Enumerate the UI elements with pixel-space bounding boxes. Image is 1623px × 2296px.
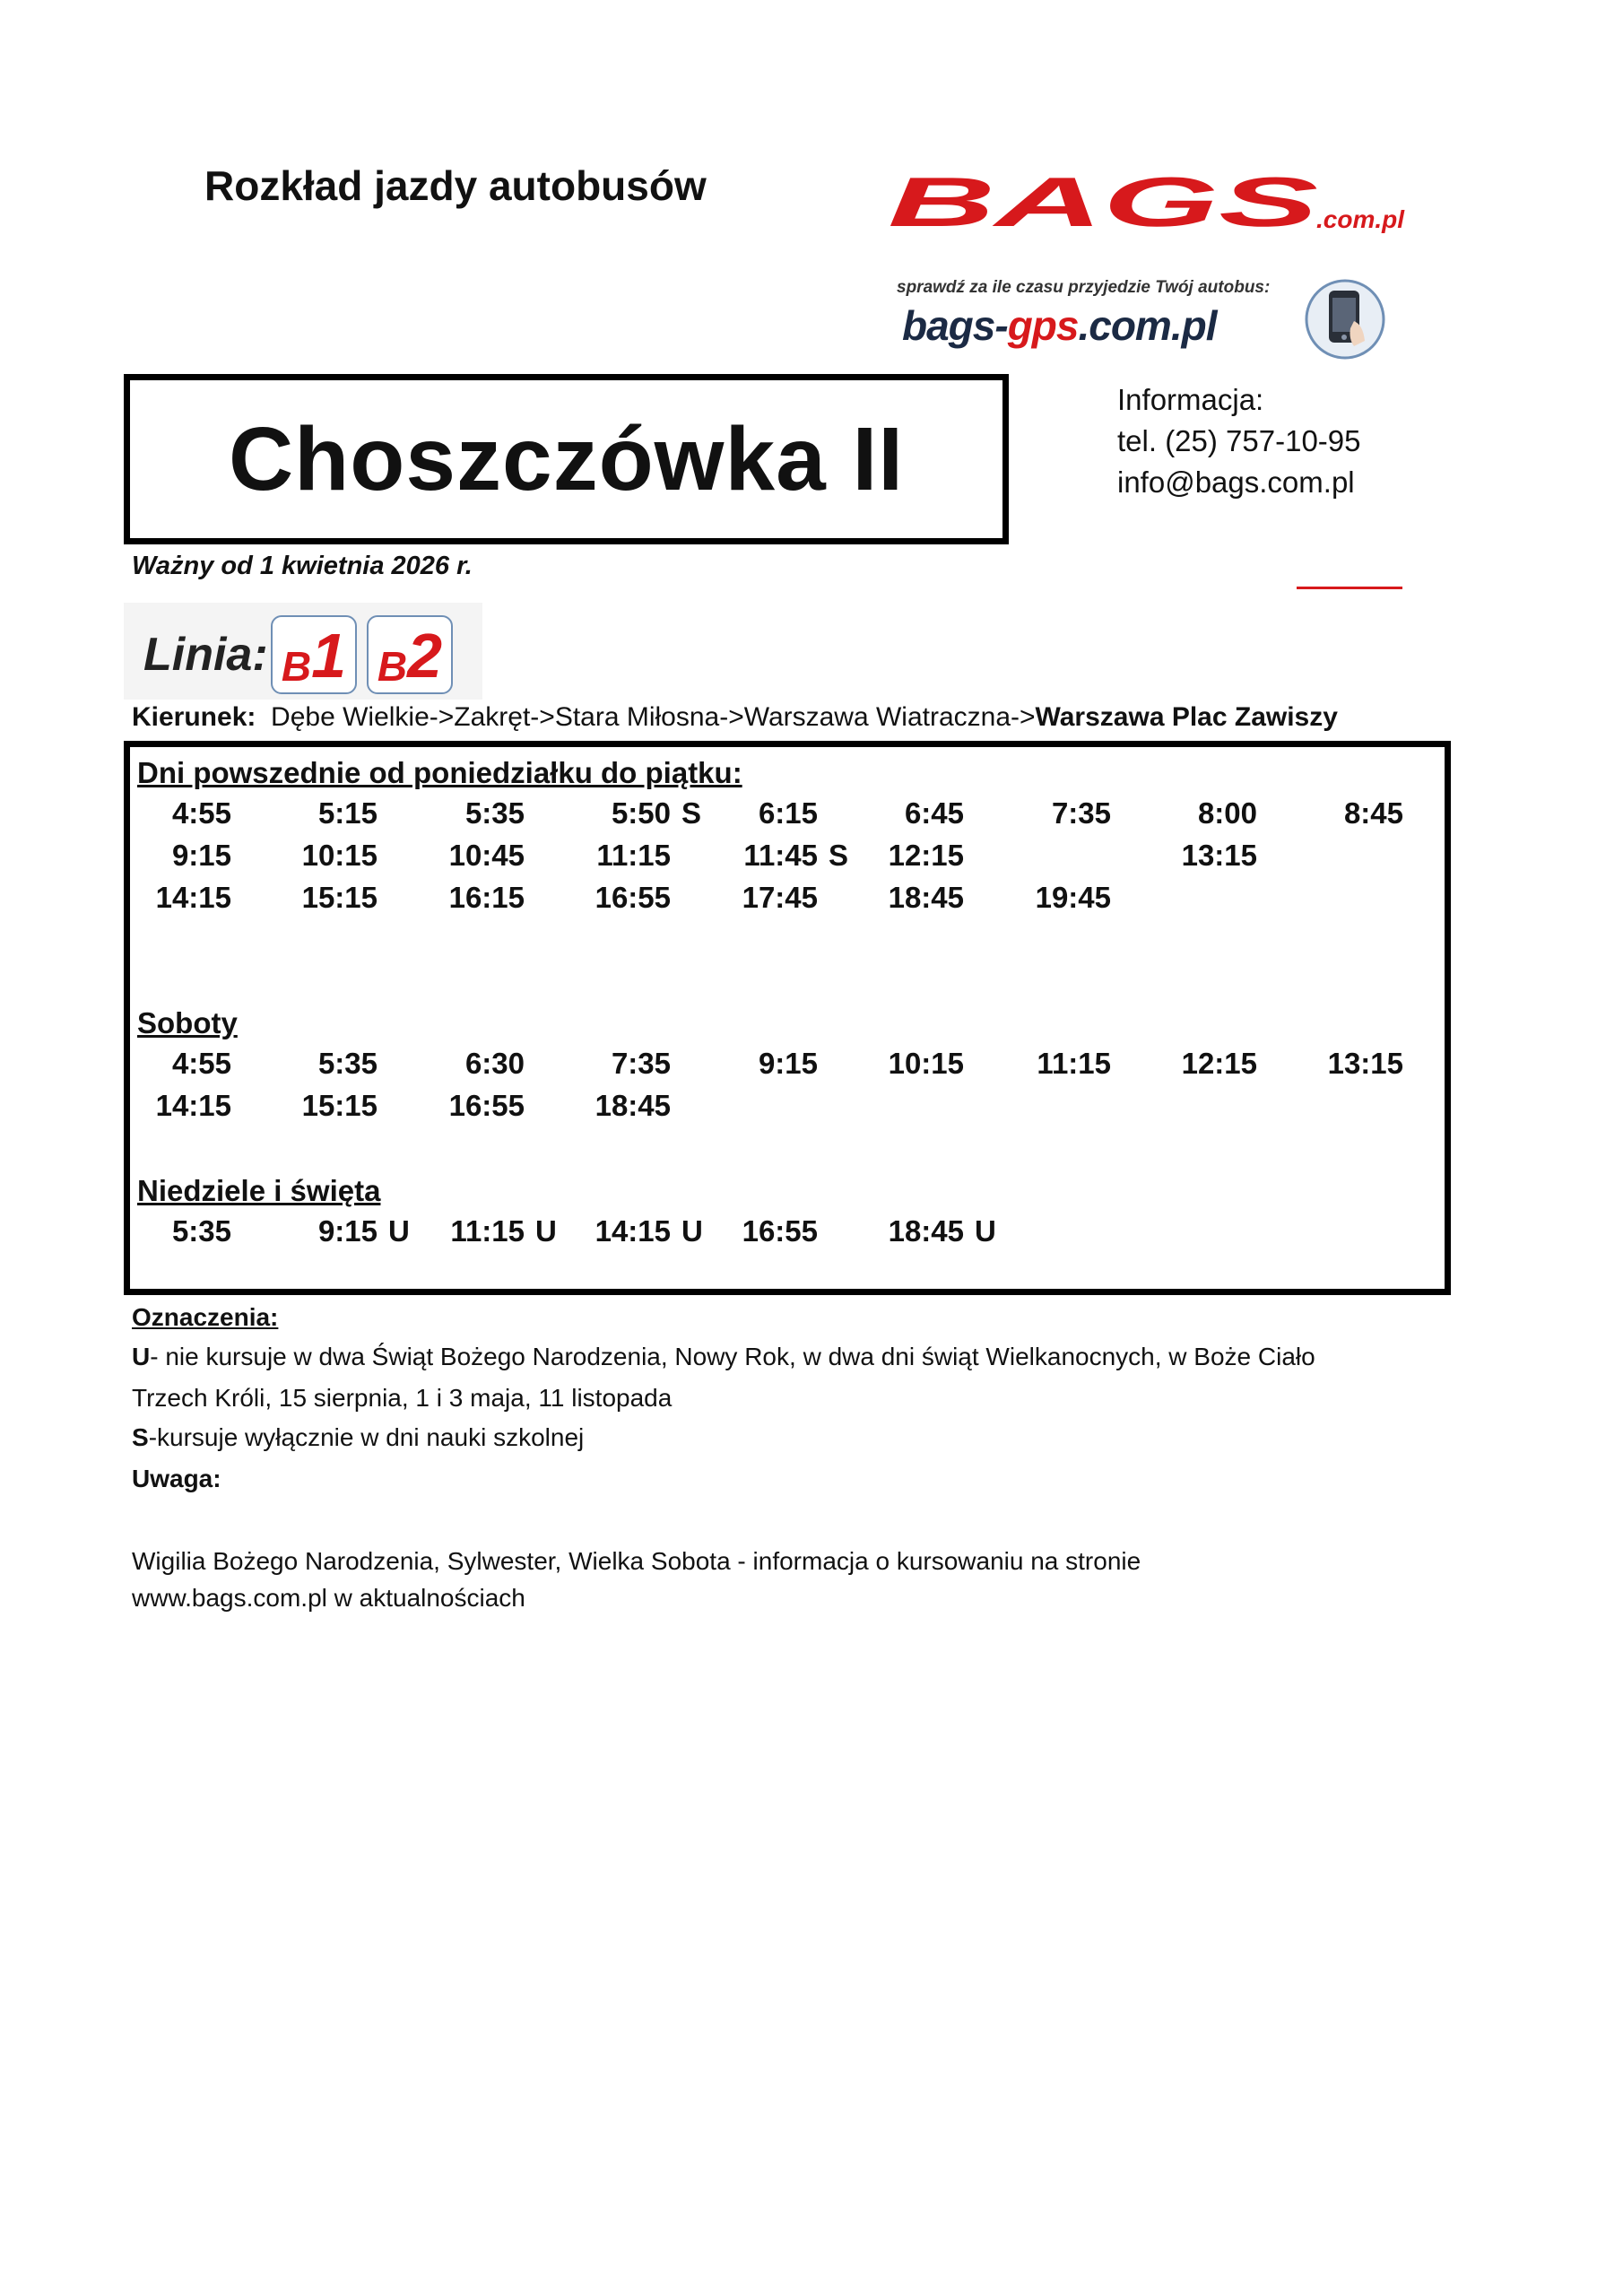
line-badge-prefix: B: [281, 643, 312, 690]
phone-icon: [1304, 278, 1386, 361]
section-sundays-title: Niedziele i święta: [137, 1174, 381, 1207]
weekdays-row: [130, 796, 1445, 832]
saturdays-row: [130, 1047, 1445, 1083]
departure-time-value: 6:15: [758, 796, 818, 830]
departure-time-value: 18:45: [595, 1089, 671, 1122]
gps-url-part: .com.pl: [1078, 302, 1217, 349]
section-weekdays-title: Dni powszednie od poniedziałku do piątku:: [137, 756, 742, 789]
line-badge-number: 1: [311, 621, 347, 691]
departure-time-value: 7:35: [1051, 796, 1111, 830]
departure-time-value: 8:00: [1197, 796, 1257, 830]
departure-time-value: 11:15: [450, 1214, 525, 1248]
departure-marker: U: [535, 1214, 557, 1248]
departure-time-value: 7:35: [611, 1047, 671, 1080]
weekdays-row: [130, 839, 1445, 874]
stop-name-box: [124, 374, 1009, 544]
departure-time-value: 9:15: [171, 839, 231, 872]
section-saturdays-title: Soboty: [137, 1006, 238, 1039]
red-divider: [1297, 587, 1402, 589]
info-label: Informacja:: [1117, 383, 1264, 416]
departure-time-value: 11:15: [596, 839, 671, 872]
departure-time-value: 15:15: [301, 881, 378, 914]
departure-time-value: 14:15: [595, 1214, 671, 1248]
departure-time-value: 11:15: [1037, 1047, 1111, 1080]
departure-time-value: 4:55: [171, 796, 231, 830]
legend-title: Oznaczenia:: [132, 1303, 279, 1331]
departure-time-value: 10:15: [301, 839, 378, 872]
line-badge-b1: [271, 615, 357, 694]
gps-tagline: sprawdź za ile czasu przyjedzie Twój autobus:: [897, 278, 1271, 297]
gps-url-part: bags-: [902, 302, 1008, 349]
legend-u: [132, 1343, 1315, 1371]
departure-time-value: 14:15: [155, 881, 231, 914]
note-line-1: Wigilia Bożego Narodzenia, Sylwester, Wielka Sobota - informacja o kursowaniu na stronie: [132, 1547, 1141, 1575]
departure-marker: U: [681, 1214, 703, 1248]
departure-time-value: 12:15: [888, 839, 964, 872]
departure-marker: U: [975, 1214, 996, 1248]
valid-from: Ważny od 1 kwietnia 2026 r.: [132, 552, 473, 580]
document-title: Rozkład jazdy autobusów: [204, 162, 707, 209]
departure-time-value: 16:55: [448, 1089, 525, 1122]
departure-time-value: 5:35: [464, 796, 525, 830]
note-line-2: www.bags.com.pl w aktualnościach: [132, 1584, 525, 1612]
departure-marker: U: [388, 1214, 410, 1248]
legend-u-text: - nie kursuje w dwa Świąt Bożego Narodzenia, Nowy Rok, w dwa dni świąt Wielkanocnych, w Boże Ciało: [150, 1343, 1315, 1370]
line-label: Linia:: [143, 629, 268, 681]
gps-banner: [897, 278, 1394, 368]
direction-destination: Warszawa Plac Zawiszy: [1035, 702, 1338, 732]
line-badge-prefix: B: [377, 643, 408, 690]
departure-time-value: 19:45: [1035, 881, 1111, 914]
departure-time-value: 5:50: [611, 796, 671, 830]
departure-time-value: 8:45: [1343, 796, 1403, 830]
departure-time-value: 13:15: [1181, 839, 1257, 872]
direction-route: Dębe Wielkie->Zakręt->Stara Miłosna->Warszawa Wiatraczna->: [271, 702, 1036, 732]
direction-label: Kierunek:: [132, 702, 256, 732]
gps-url: [902, 301, 1217, 350]
legend-s: [132, 1423, 584, 1452]
svg-text:.com.pl: .com.pl: [1316, 205, 1405, 233]
contact-info: [1117, 379, 1361, 503]
departure-time-value: 13:15: [1327, 1047, 1403, 1080]
direction: [132, 702, 1338, 733]
note-title: Uwaga:: [132, 1465, 221, 1492]
departure-time-value: 18:45: [888, 1214, 964, 1248]
departure-time-value: 5:15: [317, 796, 378, 830]
line-badge-number: 2: [407, 621, 443, 691]
departure-time-value: 10:15: [888, 1047, 964, 1080]
departure-time-value: 9:15: [758, 1047, 818, 1080]
info-email: info@bags.com.pl: [1117, 465, 1355, 499]
departure-time-value: 16:15: [448, 881, 525, 914]
gps-url-part: gps: [1007, 302, 1079, 349]
info-phone: tel. (25) 757-10-95: [1117, 424, 1361, 457]
departure-time-value: 6:45: [904, 796, 964, 830]
departure-marker: S: [829, 839, 849, 872]
departure-time-value: 16:55: [742, 1214, 818, 1248]
departure-time-value: 17:45: [742, 881, 818, 914]
weekdays-row: [130, 881, 1445, 917]
departure-time-value: 9:15: [317, 1214, 378, 1248]
stop-name: Choszczówka II: [228, 408, 905, 509]
svg-text:BAGS: BAGS: [888, 170, 1318, 241]
legend-u-key: U: [132, 1343, 151, 1370]
departure-marker: S: [681, 796, 702, 830]
sundays-row: [130, 1214, 1445, 1250]
departure-time-value: 16:55: [595, 881, 671, 914]
saturdays-row: [130, 1089, 1445, 1125]
departure-time-value: 12:15: [1181, 1047, 1257, 1080]
departure-time-value: 5:35: [317, 1047, 378, 1080]
departure-time-value: 6:30: [464, 1047, 525, 1080]
legend-s-text: -kursuje wyłącznie w dni nauki szkolnej: [148, 1423, 585, 1451]
departure-time-value: 18:45: [888, 881, 964, 914]
departure-time-value: 14:15: [155, 1089, 231, 1122]
timetable-box: [124, 741, 1451, 1295]
departure-time-value: 4:55: [171, 1047, 231, 1080]
legend-u-text-2: Trzech Króli, 15 sierpnia, 1 i 3 maja, 11 listopada: [132, 1384, 673, 1412]
departure-time-value: 10:45: [448, 839, 525, 872]
legend-s-key: S: [132, 1423, 149, 1451]
departure-time-value: 5:35: [171, 1214, 231, 1248]
departure-time-value: 11:45: [743, 839, 818, 872]
bags-logo: [879, 170, 1462, 242]
departure-time-value: 15:15: [301, 1089, 378, 1122]
line-badge-b2: [367, 615, 453, 694]
